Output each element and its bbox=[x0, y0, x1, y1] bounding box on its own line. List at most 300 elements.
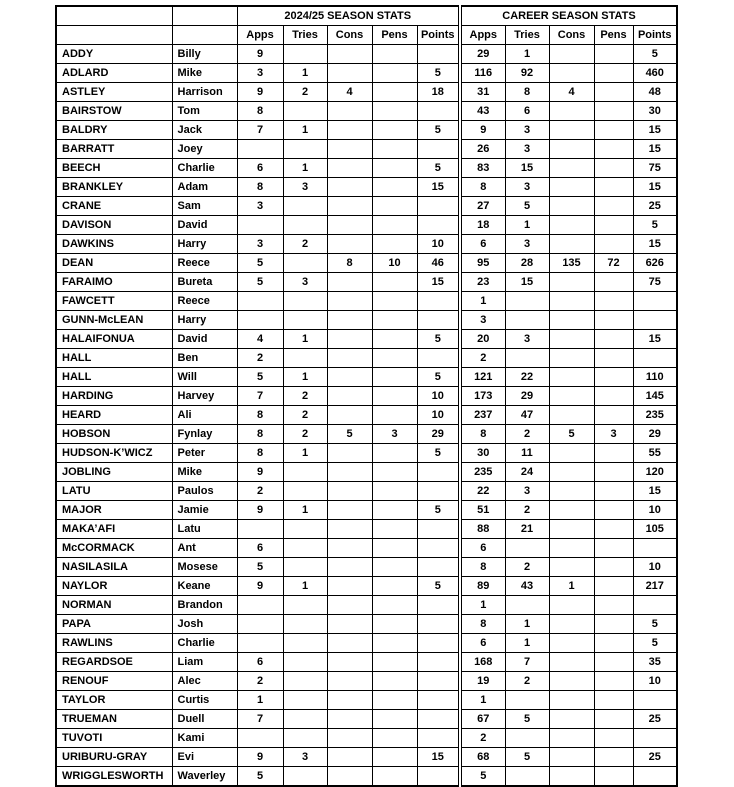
career-points-cell bbox=[633, 349, 677, 368]
season-points-cell: 5 bbox=[417, 368, 460, 387]
season-apps-cell bbox=[237, 292, 283, 311]
career-cons-cell bbox=[549, 216, 594, 235]
career-tries-cell: 8 bbox=[505, 83, 549, 102]
career-cons-cell bbox=[549, 672, 594, 691]
career-apps-cell: 8 bbox=[460, 615, 505, 634]
season-cons-cell bbox=[327, 444, 372, 463]
season-points-cell: 5 bbox=[417, 64, 460, 83]
season-apps-cell: 3 bbox=[237, 197, 283, 216]
player-surname: BAIRSTOW bbox=[56, 102, 172, 121]
player-first-name: Ali bbox=[172, 406, 237, 425]
career-apps-cell: 6 bbox=[460, 539, 505, 558]
season-cons-cell bbox=[327, 292, 372, 311]
career-tries-cell: 43 bbox=[505, 577, 549, 596]
season-cons-cell bbox=[327, 178, 372, 197]
season-tries-cell bbox=[283, 691, 327, 710]
season-cons-cell bbox=[327, 729, 372, 748]
career-points-cell: 15 bbox=[633, 178, 677, 197]
career-pens-cell bbox=[594, 311, 633, 330]
season-pens-cell bbox=[372, 273, 417, 292]
player-surname: FARAIMO bbox=[56, 273, 172, 292]
season-tries-cell bbox=[283, 615, 327, 634]
career-points-cell: 75 bbox=[633, 273, 677, 292]
player-row bbox=[56, 387, 677, 406]
career-apps-cell: 1 bbox=[460, 596, 505, 615]
season-tries-cell bbox=[283, 482, 327, 501]
season-cons-cell bbox=[327, 45, 372, 64]
career-points-cell: 5 bbox=[633, 216, 677, 235]
season-tries-cell bbox=[283, 767, 327, 787]
career-pens-cell bbox=[594, 463, 633, 482]
season-apps-cell: 9 bbox=[237, 45, 283, 64]
season-points-cell bbox=[417, 292, 460, 311]
career-apps-cell: 22 bbox=[460, 482, 505, 501]
season-points-cell bbox=[417, 216, 460, 235]
season-tries-cell bbox=[283, 596, 327, 615]
career-pens-cell bbox=[594, 634, 633, 653]
season-pens-cell bbox=[372, 216, 417, 235]
player-first-name: Mike bbox=[172, 64, 237, 83]
career-pens-cell bbox=[594, 482, 633, 501]
career-points-cell: 5 bbox=[633, 45, 677, 64]
season-cons-cell bbox=[327, 387, 372, 406]
season-pens-cell bbox=[372, 710, 417, 729]
career-pens-cell bbox=[594, 64, 633, 83]
player-row bbox=[56, 292, 677, 311]
career-points-cell: 235 bbox=[633, 406, 677, 425]
career-cons-cell bbox=[549, 539, 594, 558]
season-points-cell bbox=[417, 767, 460, 787]
player-surname: RAWLINS bbox=[56, 634, 172, 653]
season-points-cell: 5 bbox=[417, 444, 460, 463]
player-row bbox=[56, 368, 677, 387]
season-points-cell bbox=[417, 102, 460, 121]
career-tries-cell: 22 bbox=[505, 368, 549, 387]
player-first-name: Harry bbox=[172, 235, 237, 254]
season-pens-cell bbox=[372, 596, 417, 615]
season-cons-cell bbox=[327, 520, 372, 539]
season-points-cell: 18 bbox=[417, 83, 460, 102]
player-surname: HUDSON-K’WICZ bbox=[56, 444, 172, 463]
season-points-cell: 5 bbox=[417, 159, 460, 178]
career-tries-cell bbox=[505, 349, 549, 368]
season-points-cell bbox=[417, 653, 460, 672]
player-first-name: Peter bbox=[172, 444, 237, 463]
player-surname: REGARDSOE bbox=[56, 653, 172, 672]
career-cons-cell bbox=[549, 615, 594, 634]
season-cons-cell bbox=[327, 273, 372, 292]
career-apps-cell: 29 bbox=[460, 45, 505, 64]
season-apps-cell: 5 bbox=[237, 254, 283, 273]
season-cons-cell bbox=[327, 482, 372, 501]
career-tries-cell bbox=[505, 729, 549, 748]
career-cons-cell bbox=[549, 387, 594, 406]
career-cons-cell bbox=[549, 634, 594, 653]
player-surname: ADLARD bbox=[56, 64, 172, 83]
career-tries-cell: 2 bbox=[505, 558, 549, 577]
season-points-cell: 10 bbox=[417, 406, 460, 425]
career-points-cell: 15 bbox=[633, 121, 677, 140]
season-tries-cell bbox=[283, 140, 327, 159]
first-name-header-spacer bbox=[172, 6, 237, 26]
player-first-name: Kami bbox=[172, 729, 237, 748]
career-apps-cell: 9 bbox=[460, 121, 505, 140]
player-first-name: Liam bbox=[172, 653, 237, 672]
season-pens-cell bbox=[372, 577, 417, 596]
player-row bbox=[56, 691, 677, 710]
season-pens-cell bbox=[372, 748, 417, 767]
career-pens-cell: 3 bbox=[594, 425, 633, 444]
career-cons-cell bbox=[549, 330, 594, 349]
career-points-header: Points bbox=[633, 26, 677, 45]
career-cons-cell bbox=[549, 710, 594, 729]
season-tries-cell bbox=[283, 710, 327, 729]
season-pens-cell bbox=[372, 159, 417, 178]
season-tries-cell bbox=[283, 197, 327, 216]
season-tries-cell bbox=[283, 463, 327, 482]
season-points-cell bbox=[417, 710, 460, 729]
player-first-name: Reece bbox=[172, 292, 237, 311]
career-cons-cell bbox=[549, 520, 594, 539]
surname-header-spacer bbox=[56, 6, 172, 26]
season-apps-cell: 7 bbox=[237, 121, 283, 140]
career-cons-cell bbox=[549, 159, 594, 178]
player-row bbox=[56, 349, 677, 368]
career-cons-cell bbox=[549, 653, 594, 672]
career-points-cell bbox=[633, 596, 677, 615]
career-pens-cell bbox=[594, 577, 633, 596]
season-points-cell bbox=[417, 691, 460, 710]
player-first-name: Fynlay bbox=[172, 425, 237, 444]
season-tries-cell: 3 bbox=[283, 178, 327, 197]
player-surname: McCORMACK bbox=[56, 539, 172, 558]
season-apps-cell: 6 bbox=[237, 539, 283, 558]
career-tries-cell: 1 bbox=[505, 45, 549, 64]
player-row bbox=[56, 520, 677, 539]
season-tries-cell: 1 bbox=[283, 444, 327, 463]
player-row bbox=[56, 159, 677, 178]
career-pens-cell bbox=[594, 216, 633, 235]
season-tries-cell bbox=[283, 653, 327, 672]
career-apps-cell: 67 bbox=[460, 710, 505, 729]
career-pens-cell bbox=[594, 767, 633, 787]
player-surname: NAYLOR bbox=[56, 577, 172, 596]
season-cons-cell bbox=[327, 558, 372, 577]
career-apps-cell: 23 bbox=[460, 273, 505, 292]
season-tries-cell bbox=[283, 634, 327, 653]
career-cons-cell bbox=[549, 102, 594, 121]
career-points-cell bbox=[633, 729, 677, 748]
career-apps-cell: 5 bbox=[460, 767, 505, 787]
career-pens-cell bbox=[594, 83, 633, 102]
career-pens-cell bbox=[594, 615, 633, 634]
player-surname: RENOUF bbox=[56, 672, 172, 691]
season-points-cell bbox=[417, 634, 460, 653]
career-tries-cell: 24 bbox=[505, 463, 549, 482]
career-cons-cell bbox=[549, 45, 594, 64]
player-surname: MAJOR bbox=[56, 501, 172, 520]
season-apps-cell: 2 bbox=[237, 672, 283, 691]
player-surname: HOBSON bbox=[56, 425, 172, 444]
season-cons-cell bbox=[327, 463, 372, 482]
player-surname: HARDING bbox=[56, 387, 172, 406]
season-apps-cell: 9 bbox=[237, 748, 283, 767]
season-tries-cell bbox=[283, 520, 327, 539]
season-apps-cell: 8 bbox=[237, 406, 283, 425]
career-points-cell: 626 bbox=[633, 254, 677, 273]
career-apps-cell: 43 bbox=[460, 102, 505, 121]
career-points-cell: 55 bbox=[633, 444, 677, 463]
season-cons-cell bbox=[327, 159, 372, 178]
career-cons-cell bbox=[549, 292, 594, 311]
season-tries-cell: 2 bbox=[283, 235, 327, 254]
career-points-cell: 145 bbox=[633, 387, 677, 406]
season-apps-cell bbox=[237, 216, 283, 235]
career-stats-group-header: CAREER SEASON STATS bbox=[460, 6, 677, 26]
season-points-cell: 5 bbox=[417, 577, 460, 596]
player-first-name: Joey bbox=[172, 140, 237, 159]
career-pens-cell bbox=[594, 406, 633, 425]
player-first-name: Harry bbox=[172, 311, 237, 330]
career-points-cell: 15 bbox=[633, 235, 677, 254]
career-cons-cell bbox=[549, 140, 594, 159]
career-tries-cell: 11 bbox=[505, 444, 549, 463]
player-surname: DEAN bbox=[56, 254, 172, 273]
player-first-name: David bbox=[172, 330, 237, 349]
player-surname: DAVISON bbox=[56, 216, 172, 235]
player-surname: URIBURU-GRAY bbox=[56, 748, 172, 767]
player-row bbox=[56, 64, 677, 83]
season-tries-cell: 1 bbox=[283, 64, 327, 83]
season-cons-cell bbox=[327, 710, 372, 729]
season-points-cell: 46 bbox=[417, 254, 460, 273]
season-cons-cell bbox=[327, 368, 372, 387]
career-apps-cell: 18 bbox=[460, 216, 505, 235]
player-surname: CRANE bbox=[56, 197, 172, 216]
season-cons-cell bbox=[327, 64, 372, 83]
career-tries-cell bbox=[505, 596, 549, 615]
season-cons-cell bbox=[327, 653, 372, 672]
player-row bbox=[56, 729, 677, 748]
career-pens-cell bbox=[594, 691, 633, 710]
career-cons-cell bbox=[549, 596, 594, 615]
career-points-cell bbox=[633, 539, 677, 558]
player-first-name: Brandon bbox=[172, 596, 237, 615]
season-tries-cell bbox=[283, 254, 327, 273]
career-points-cell: 110 bbox=[633, 368, 677, 387]
player-surname: HALL bbox=[56, 349, 172, 368]
season-cons-cell bbox=[327, 330, 372, 349]
season-pens-cell bbox=[372, 235, 417, 254]
player-surname: MAKA’AFI bbox=[56, 520, 172, 539]
player-surname: WRIGGLESWORTH bbox=[56, 767, 172, 787]
season-tries-cell bbox=[283, 558, 327, 577]
first-name-column-header bbox=[172, 26, 237, 45]
season-pens-cell bbox=[372, 482, 417, 501]
career-tries-cell: 15 bbox=[505, 159, 549, 178]
player-surname: BARRATT bbox=[56, 140, 172, 159]
player-surname: LATU bbox=[56, 482, 172, 501]
career-apps-cell: 235 bbox=[460, 463, 505, 482]
player-surname: GUNN-McLEAN bbox=[56, 311, 172, 330]
career-cons-cell bbox=[549, 197, 594, 216]
career-pens-cell bbox=[594, 539, 633, 558]
season-cons-cell bbox=[327, 216, 372, 235]
player-surname: BRANKLEY bbox=[56, 178, 172, 197]
season-cons-cell bbox=[327, 634, 372, 653]
career-tries-cell: 3 bbox=[505, 330, 549, 349]
career-tries-cell: 2 bbox=[505, 425, 549, 444]
career-apps-cell: 83 bbox=[460, 159, 505, 178]
player-surname: TRUEMAN bbox=[56, 710, 172, 729]
career-pens-cell bbox=[594, 596, 633, 615]
season-points-cell bbox=[417, 482, 460, 501]
season-points-cell bbox=[417, 349, 460, 368]
season-pens-cell bbox=[372, 64, 417, 83]
career-apps-cell: 27 bbox=[460, 197, 505, 216]
player-row bbox=[56, 615, 677, 634]
player-row bbox=[56, 444, 677, 463]
career-tries-cell: 5 bbox=[505, 197, 549, 216]
career-apps-cell: 19 bbox=[460, 672, 505, 691]
career-tries-cell: 3 bbox=[505, 482, 549, 501]
player-first-name: Duell bbox=[172, 710, 237, 729]
season-apps-cell: 5 bbox=[237, 767, 283, 787]
season-points-cell: 15 bbox=[417, 178, 460, 197]
career-tries-cell: 29 bbox=[505, 387, 549, 406]
season-cons-cell bbox=[327, 748, 372, 767]
player-surname: TAYLOR bbox=[56, 691, 172, 710]
season-pens-cell bbox=[372, 121, 417, 140]
season-points-cell bbox=[417, 45, 460, 64]
player-row bbox=[56, 482, 677, 501]
career-apps-cell: 2 bbox=[460, 729, 505, 748]
season-apps-cell bbox=[237, 311, 283, 330]
player-first-name: Charlie bbox=[172, 159, 237, 178]
career-points-cell: 10 bbox=[633, 672, 677, 691]
career-pens-cell bbox=[594, 349, 633, 368]
career-tries-header: Tries bbox=[505, 26, 549, 45]
career-cons-cell bbox=[549, 406, 594, 425]
season-points-cell: 5 bbox=[417, 501, 460, 520]
season-cons-cell bbox=[327, 596, 372, 615]
season-apps-cell: 2 bbox=[237, 349, 283, 368]
season-tries-cell bbox=[283, 311, 327, 330]
player-row bbox=[56, 748, 677, 767]
career-cons-cell bbox=[549, 729, 594, 748]
season-apps-cell bbox=[237, 729, 283, 748]
career-cons-cell bbox=[549, 558, 594, 577]
season-apps-cell: 6 bbox=[237, 653, 283, 672]
season-cons-header: Cons bbox=[327, 26, 372, 45]
career-points-cell: 10 bbox=[633, 501, 677, 520]
career-cons-header: Cons bbox=[549, 26, 594, 45]
season-tries-cell: 1 bbox=[283, 330, 327, 349]
player-first-name: Jamie bbox=[172, 501, 237, 520]
career-pens-cell bbox=[594, 235, 633, 254]
player-first-name: Harrison bbox=[172, 83, 237, 102]
career-pens-cell bbox=[594, 273, 633, 292]
career-tries-cell: 3 bbox=[505, 121, 549, 140]
career-pens-cell bbox=[594, 558, 633, 577]
career-points-cell: 460 bbox=[633, 64, 677, 83]
season-apps-cell: 9 bbox=[237, 463, 283, 482]
season-pens-cell bbox=[372, 634, 417, 653]
season-tries-cell: 2 bbox=[283, 83, 327, 102]
player-row bbox=[56, 178, 677, 197]
season-cons-cell bbox=[327, 577, 372, 596]
season-pens-cell bbox=[372, 653, 417, 672]
career-pens-cell: 72 bbox=[594, 254, 633, 273]
career-apps-cell: 168 bbox=[460, 653, 505, 672]
player-row bbox=[56, 216, 677, 235]
season-apps-cell: 6 bbox=[237, 159, 283, 178]
season-tries-cell bbox=[283, 102, 327, 121]
season-pens-header: Pens bbox=[372, 26, 417, 45]
career-points-cell bbox=[633, 691, 677, 710]
career-tries-cell: 28 bbox=[505, 254, 549, 273]
career-cons-cell bbox=[549, 235, 594, 254]
player-surname: HALAIFONUA bbox=[56, 330, 172, 349]
season-pens-cell bbox=[372, 178, 417, 197]
season-pens-cell bbox=[372, 520, 417, 539]
career-pens-cell bbox=[594, 121, 633, 140]
season-cons-cell bbox=[327, 197, 372, 216]
career-points-cell bbox=[633, 767, 677, 787]
season-apps-cell: 8 bbox=[237, 102, 283, 121]
season-apps-cell: 2 bbox=[237, 482, 283, 501]
career-apps-cell: 31 bbox=[460, 83, 505, 102]
career-apps-header: Apps bbox=[460, 26, 505, 45]
career-points-cell: 25 bbox=[633, 748, 677, 767]
career-cons-cell: 1 bbox=[549, 577, 594, 596]
career-apps-cell: 1 bbox=[460, 292, 505, 311]
season-points-cell: 15 bbox=[417, 748, 460, 767]
season-cons-cell bbox=[327, 672, 372, 691]
career-tries-cell: 7 bbox=[505, 653, 549, 672]
career-apps-cell: 2 bbox=[460, 349, 505, 368]
season-pens-cell bbox=[372, 558, 417, 577]
career-tries-cell: 15 bbox=[505, 273, 549, 292]
player-row bbox=[56, 121, 677, 140]
career-points-cell: 5 bbox=[633, 615, 677, 634]
career-points-cell: 15 bbox=[633, 140, 677, 159]
season-apps-header: Apps bbox=[237, 26, 283, 45]
season-cons-cell: 5 bbox=[327, 425, 372, 444]
career-cons-cell bbox=[549, 501, 594, 520]
season-points-cell bbox=[417, 615, 460, 634]
career-apps-cell: 6 bbox=[460, 235, 505, 254]
season-pens-cell bbox=[372, 501, 417, 520]
season-stats-group-header: 2024/25 SEASON STATS bbox=[237, 6, 460, 26]
player-surname: HEARD bbox=[56, 406, 172, 425]
career-points-cell: 5 bbox=[633, 634, 677, 653]
season-pens-cell bbox=[372, 406, 417, 425]
career-points-cell: 105 bbox=[633, 520, 677, 539]
season-tries-cell bbox=[283, 216, 327, 235]
career-points-cell: 75 bbox=[633, 159, 677, 178]
career-tries-cell: 21 bbox=[505, 520, 549, 539]
season-cons-cell bbox=[327, 121, 372, 140]
career-pens-cell bbox=[594, 444, 633, 463]
season-tries-cell bbox=[283, 729, 327, 748]
player-row bbox=[56, 463, 677, 482]
career-cons-cell bbox=[549, 368, 594, 387]
season-apps-cell: 3 bbox=[237, 235, 283, 254]
career-points-cell: 25 bbox=[633, 197, 677, 216]
career-points-cell: 15 bbox=[633, 330, 677, 349]
player-row bbox=[56, 672, 677, 691]
